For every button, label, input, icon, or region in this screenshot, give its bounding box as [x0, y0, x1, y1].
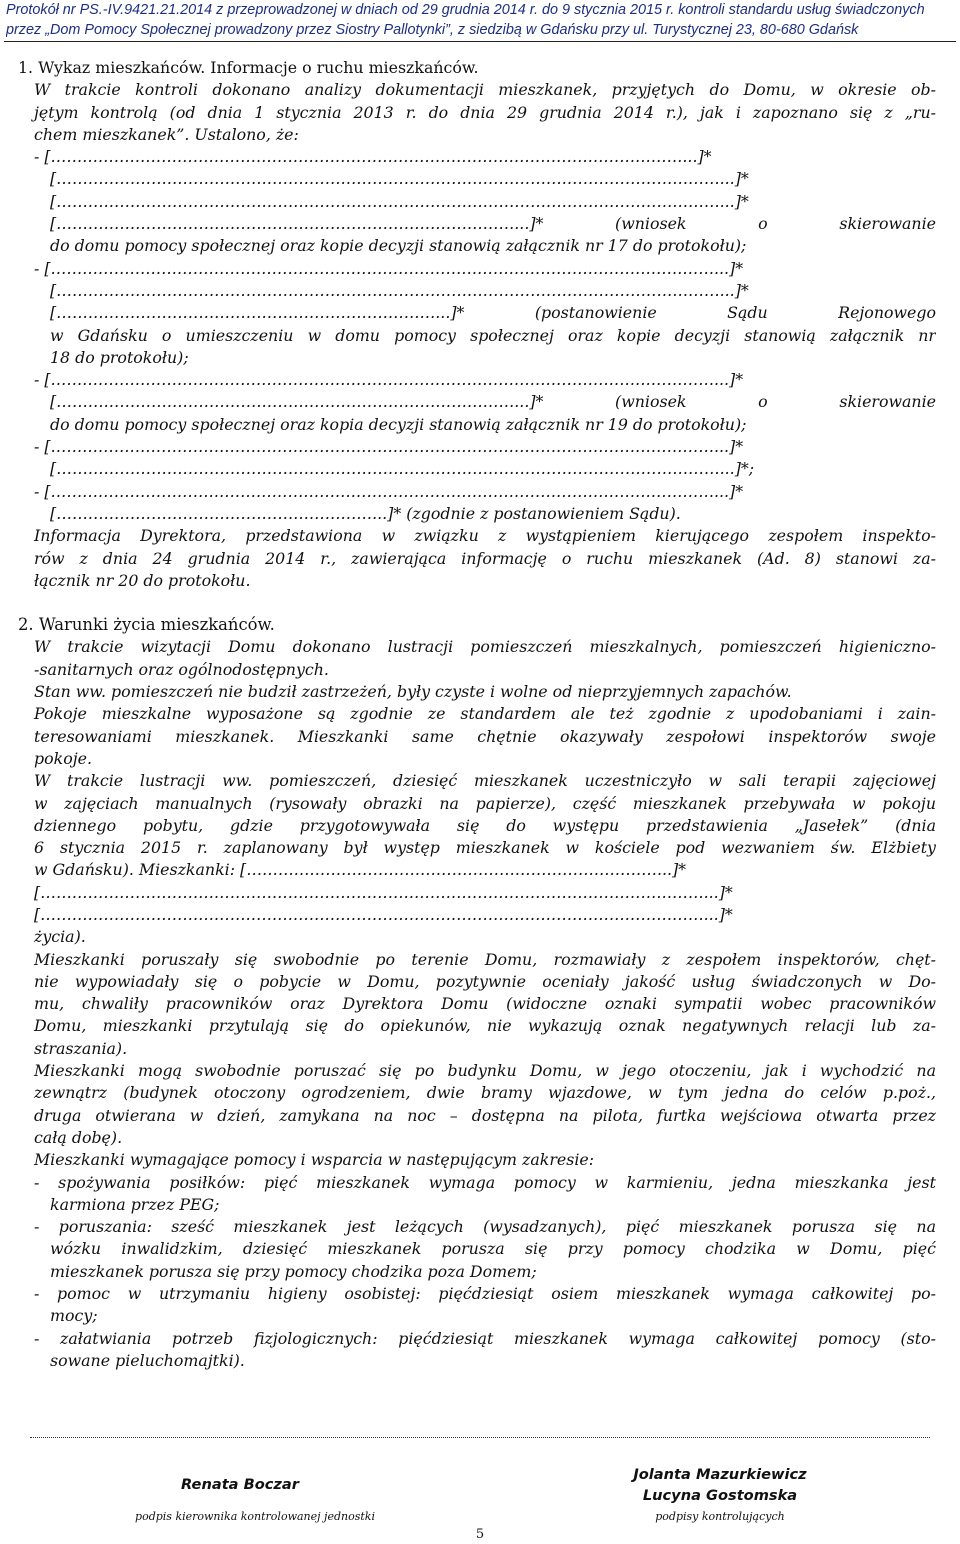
support-list: [18, 1172, 936, 1373]
paragraph-line: łącznik nr 20 do protokołu.: [34, 570, 251, 590]
paragraph-line: chem mieszkanek”. Ustalono, że:: [34, 124, 299, 144]
paragraph-line: Informacja Dyrektora, przedstawiona w związku z wystąpieniem kierującego zespołem inspekto-: [34, 526, 936, 546]
redacted-entry: - [………………………………………………………………………………………………………………...]*: [34, 481, 744, 501]
header-line-2: przez „Dom Pomocy Społecznej prowadzony przez Siostry Pallotynki”, z siedzibą w Gdańsku przy ul. Turystycznej 23, 80-680 Gdańsk: [6, 22, 859, 38]
header-divider: [4, 41, 956, 42]
header-line-1: Protokół nr PS.-IV.9421.21.2014 z przeprowadzonej w dniach od 29 grudnia 2014 r. do 9 stycznia 2015 r. kontroli standardu usług świadczonych: [6, 2, 925, 18]
section-2-heading: 2. Warunki życia mieszkańców.: [18, 615, 275, 635]
list-item-line: wózku inwalidzkim, dziesięć mieszkanek porusza się przy pomocy chodzika w Domu, pięć: [50, 1239, 936, 1259]
paragraph-line: 6 stycznia 2015 r. zaplanowany był występ mieszkanek w kościele pod wezwaniem św. Elżbiety: [34, 838, 936, 858]
redacted-entry: [………………………………………………………………………………………………………………...]*: [50, 191, 749, 211]
page-number: 5: [475, 1527, 485, 1542]
paragraph-line: w Gdańsku o umieszczeniu w domu pomocy społecznej oraz kopie decyzji stanowią załącznik nr: [50, 325, 936, 345]
right-signature-name-2: Lucyna Gostomska: [642, 1487, 798, 1504]
paragraph-line: -sanitarnych oraz ogólnodostępnych.: [34, 659, 329, 679]
paragraph-line: Mieszkanki mogą swobodnie poruszać się po budynku Domu, w jego otoczeniu, jak i wychodzić na: [34, 1061, 936, 1081]
section-1-heading: 1. Wykaz mieszkańców. Informacje o ruchu mieszkańców.: [18, 58, 479, 77]
document-body: [18, 57, 936, 1372]
paragraph-line: straszania).: [34, 1038, 128, 1058]
paragraph-line: dziennego pobytu, gdzie przygotowywała się do występu przedstawienia „Jasełek” (dnia: [34, 815, 936, 835]
redacted-entry: [………………………………………………………………...]* (postanowienie Sądu Rejonowego: [50, 303, 936, 323]
paragraph-line: Mieszkanki poruszały się swobodnie po terenie Domu, rozmawiały z zespołem inspektorów, chęt-: [34, 949, 936, 969]
redacted-entry: [……………………………………………………………………………...]* (wniosek o skierowanie: [50, 214, 936, 234]
paragraph-line: Stan ww. pomieszczeń nie budził zastrzeżeń, były czyste i wolne od nieprzyjemnych zapachów.: [34, 682, 792, 702]
list-item-line: - pomoc w utrzymaniu higieny osobistej: pięćdziesiąt osiem mieszkanek wymaga całkowitej po-: [34, 1284, 936, 1304]
redacted-entry: w Gdańsku). Mieszkanki: [……………………………………………………………………...]*: [34, 860, 687, 880]
paragraph-line: druga otwierana w dzień, zamykana na noc – dostępna na pilota, furtka wejściowa otwarta przez: [34, 1105, 936, 1125]
redacted-entry: - […………………………………………………………………………………………………………...]*: [34, 147, 712, 167]
list-item-line: - załatwiania potrzeb fizjologicznych: pięćdziesiąt mieszkanek wymaga całkowitej pomocy (sto-: [34, 1328, 936, 1348]
footer-divider: [30, 1437, 930, 1438]
list-item-line: sowane pieluchomajtki).: [50, 1350, 245, 1370]
list-item: [18, 1328, 936, 1373]
redacted-entry: - [………………………………………………………………………………………………………………...]*: [34, 437, 744, 457]
paragraph-line: życia).: [34, 927, 86, 947]
redacted-entry: [………………………………………………………………………………………………………………...]*;: [50, 459, 755, 479]
paragraph-line: zewnątrz (budynek otoczony ogrodzeniem, dwie bramy wjazdowe, w tym jedna do celów p.poż.,: [34, 1083, 936, 1103]
paragraph-line: W trakcie wizytacji Domu dokonano lustracji pomieszczeń mieszkalnych, pomieszczeń higieniczno-: [34, 637, 936, 657]
redacted-entry: - [………………………………………………………………………………………………………………...]*: [34, 370, 744, 390]
paragraph-line: Pokoje mieszkalne wyposażone są zgodnie ze standardem ale też zgodnie z upodobaniami i zain-: [34, 704, 936, 724]
redacted-entry: [……………………………………………………...]* (zgodnie z postanowieniem Sądu).: [50, 503, 681, 523]
paragraph-line: jętym kontrolą (od dnia 1 stycznia 2013 r. do dnia 29 grudnia 2014 r.), jak i zapoznano się z „ru-: [34, 102, 936, 122]
list-item-line: - poruszania: sześć mieszkanek jest leżących (wysadzanych), pięć mieszkanek porusza się na: [34, 1217, 936, 1237]
paragraph-line: teresowaniami mieszkanek. Mieszkanki same chętnie okazywały zespołowi inspektorów swoje: [34, 726, 936, 746]
paragraph-line: W trakcie lustracji ww. pomieszczeń, dziesięć mieszkanek uczestniczyło w sali terapii zajęciowej: [34, 771, 936, 791]
redacted-entry: [………………………………………………………………………………………………………………...]*: [34, 904, 733, 924]
redacted-entry: [………………………………………………………………………………………………………………...]*: [34, 882, 733, 902]
paragraph-line: nie wypowiadały się o pobycie w Domu, pozytywnie oceniały jakość usług świadczonych w Do-: [34, 971, 936, 991]
section-2-body: [18, 636, 936, 1372]
paragraph-line: pokoje.: [34, 748, 92, 768]
list-item: [18, 1216, 936, 1283]
redacted-entry: [………………………………………………………………………………………………………………...]*: [50, 280, 749, 300]
paragraph-line: w zajęciach manualnych (rysowały obrazki na papierze), część mieszkanek przebywała w pokoju: [34, 793, 936, 813]
paragraph-line: W trakcie kontroli dokonano analizy dokumentacji mieszkanek, przyjętych do Domu, w okresie ob-: [34, 80, 936, 100]
redacted-entry: - [………………………………………………………………………………………………………………...]*: [34, 258, 744, 278]
paragraph-line: 18 do protokołu);: [50, 347, 189, 367]
list-item-line: mieszkanek porusza się przy pomocy chodzika poza Domem;: [50, 1261, 537, 1281]
redacted-entry: [………………………………………………………………………………………………………………...]*: [50, 169, 749, 189]
paragraph-line: rów z dnia 24 grudnia 2014 r., zawierająca informację o ruchu mieszkanek (Ad. 8) stanowi za-: [34, 548, 936, 568]
redacted-entry: [……………………………………………………………………………...]* (wniosek o skierowanie: [50, 392, 936, 412]
paragraph-line: Domu, mieszkanki przytulają się do opiekunów, nie wykazują oznak negatywnych relacji lub za-: [34, 1016, 936, 1036]
list-item-line: karmiona przez PEG;: [50, 1194, 220, 1214]
paragraph-line: do domu pomocy społecznej oraz kopia decyzji stanowią załącznik nr 19 do protokołu);: [50, 414, 747, 434]
list-item-line: - spożywania posiłków: pięć mieszkanek wymaga pomocy w karmieniu, jedna mieszkanka jest: [34, 1172, 936, 1192]
section-1-intro: [18, 79, 936, 592]
left-signature-name: Renata Boczar: [181, 1476, 299, 1493]
paragraph-line: do domu pomocy społecznej oraz kopie decyzji stanowią załącznik nr 17 do protokołu);: [50, 236, 747, 256]
list-item: [18, 1172, 936, 1217]
left-signature-label: podpis kierownika kontrolowanej jednostki: [135, 1510, 375, 1523]
list-item-line: mocy;: [50, 1306, 98, 1326]
paragraph-line: całą dobę).: [34, 1127, 123, 1147]
right-signature-name-1: Jolanta Mazurkiewicz: [633, 1466, 807, 1483]
paragraph-line: mu, chwaliły pracowników oraz Dyrektora Domu (widoczne oznaki sympatii wobec pracowników: [34, 994, 936, 1014]
document-header: [6, 0, 956, 40]
paragraph-line: Mieszkanki wymagające pomocy i wsparcia w następującym zakresie:: [34, 1150, 595, 1170]
right-signature-label: podpisy kontrolujących: [655, 1510, 785, 1523]
list-item: [18, 1283, 936, 1328]
